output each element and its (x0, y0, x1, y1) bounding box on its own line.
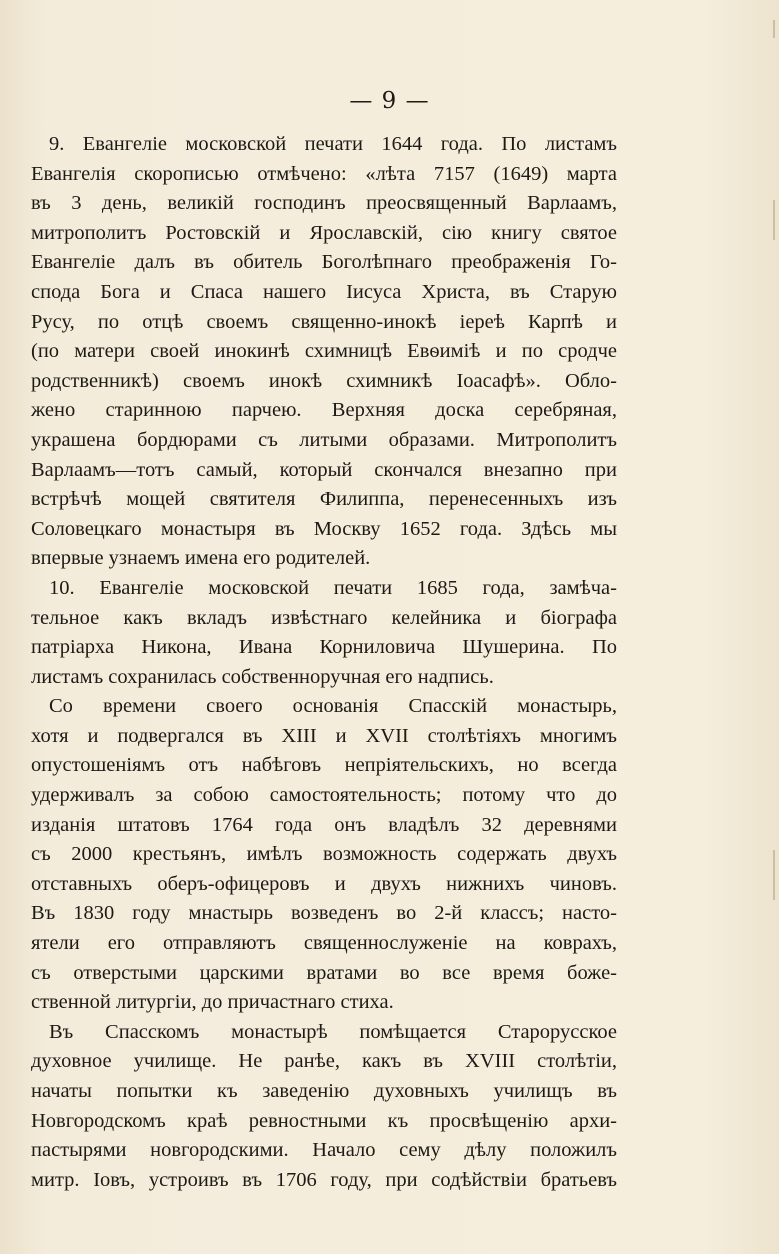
text-line: начаты попытки къ заведенію духовныхъ училищъ въ (31, 1080, 617, 1102)
text-line: Новгородскомъ краѣ ревностными къ просвѣщенію архи- (31, 1109, 617, 1132)
text-line: Въ Спасскомъ монастырѣ помѣщается Старорусское (49, 1020, 617, 1043)
text-line: Евангеліе далъ въ обитель Боголѣпнаго преображенія Го- (31, 251, 617, 274)
text-line: родственникѣ) своемъ инокѣ схимникѣ Іоасафѣ». Обло- (31, 369, 617, 392)
page-edge-mark (773, 200, 775, 240)
text-line: украшена бордюрами съ литыми образами. Митрополитъ (31, 428, 617, 451)
text-line: патріарха Никона, Ивана Корниловича Шушерина. По (31, 636, 617, 659)
text-line: 10. Евангеліе московской печати 1685 года, замѣча- (49, 576, 617, 599)
page-number: — 9 — (349, 88, 430, 114)
text-line: съ отверстыми царскими вратами во все время боже- (31, 961, 617, 984)
text-line: въ 3 день, великій господинъ преосвященный Варлаамъ, (31, 192, 617, 215)
text-line: отставныхъ оберъ-офицеровъ и двухъ нижнихъ чиновъ. (31, 872, 617, 895)
text-line: листамъ сохранилась собственноручная его надпись. (31, 665, 494, 688)
text-line: жено старинною парчею. Верхняя доска серебряная, (31, 399, 617, 422)
text-line: митрополитъ Ростовскій и Ярославскій, сію книгу святое (31, 221, 617, 244)
text-line: пастырями новгородскими. Начало сему дѣлу положилъ (31, 1139, 617, 1162)
text-line: духовное училище. Не ранѣе, какъ въ XVIII столѣтіи, (31, 1050, 617, 1073)
text-line: (по матери своей инокинѣ схимницѣ Евѳиміѣ и по сродче (31, 340, 617, 363)
text-line: встрѣчѣ мощей святителя Филиппа, перенесенныхъ изъ (31, 488, 617, 511)
text-line: изданія штатовъ 1764 года онъ владѣлъ 32 деревнями (31, 813, 617, 836)
text-line: Въ 1830 году мнастырь возведенъ во 2-й классъ; насто- (31, 902, 617, 925)
text-line: тельное какъ вкладъ извѣстнаго келейника и біографа (31, 606, 617, 629)
text-line: ятели его отправляютъ священнослуженіе на коврахъ, (31, 932, 617, 955)
text-line: опустошеніямъ отъ набѣговъ непріятельскихъ, но всегда (31, 754, 617, 777)
text-line: 9. Евангеліе московской печати 1644 года. По листамъ (49, 133, 617, 155)
text-line: впервые узнаемъ имена его родителей. (31, 547, 371, 570)
text-line: спода Бога и Спаса нашего Іисуса Христа, въ Старую (31, 280, 617, 303)
text-line: хотя и подвергался въ XIII и XVII столѣтіяхъ многимъ (31, 724, 617, 747)
text-line: ственной литургіи, до причастнаго стиха. (31, 991, 394, 1014)
page-edge-mark (773, 20, 775, 38)
page-edge-mark (773, 850, 775, 900)
text-line: митр. Іовъ, устроивъ въ 1706 году, при содѣйствіи братьевъ (31, 1168, 617, 1191)
text-line: Евангелія скорописью отмѣчено: «лѣта 7157 (1649) марта (31, 162, 617, 185)
text-line: Соловецкаго монастыря въ Москву 1652 года. Здѣсь мы (31, 517, 617, 540)
text-line: Со времени своего основанія Спасскій монастырь, (49, 695, 617, 718)
body-text (31, 130, 617, 1195)
text-line: съ 2000 крестьянъ, имѣлъ возможность содержать двухъ (31, 843, 617, 866)
text-line: удерживалъ за собою самостоятельность; потому что до (31, 784, 617, 807)
text-line: Русу, по отцѣ своемъ священно-инокѣ іереѣ Карпѣ и (31, 310, 617, 333)
text-line: Варлаамъ—тотъ самый, который скончался внезапно при (31, 458, 617, 481)
